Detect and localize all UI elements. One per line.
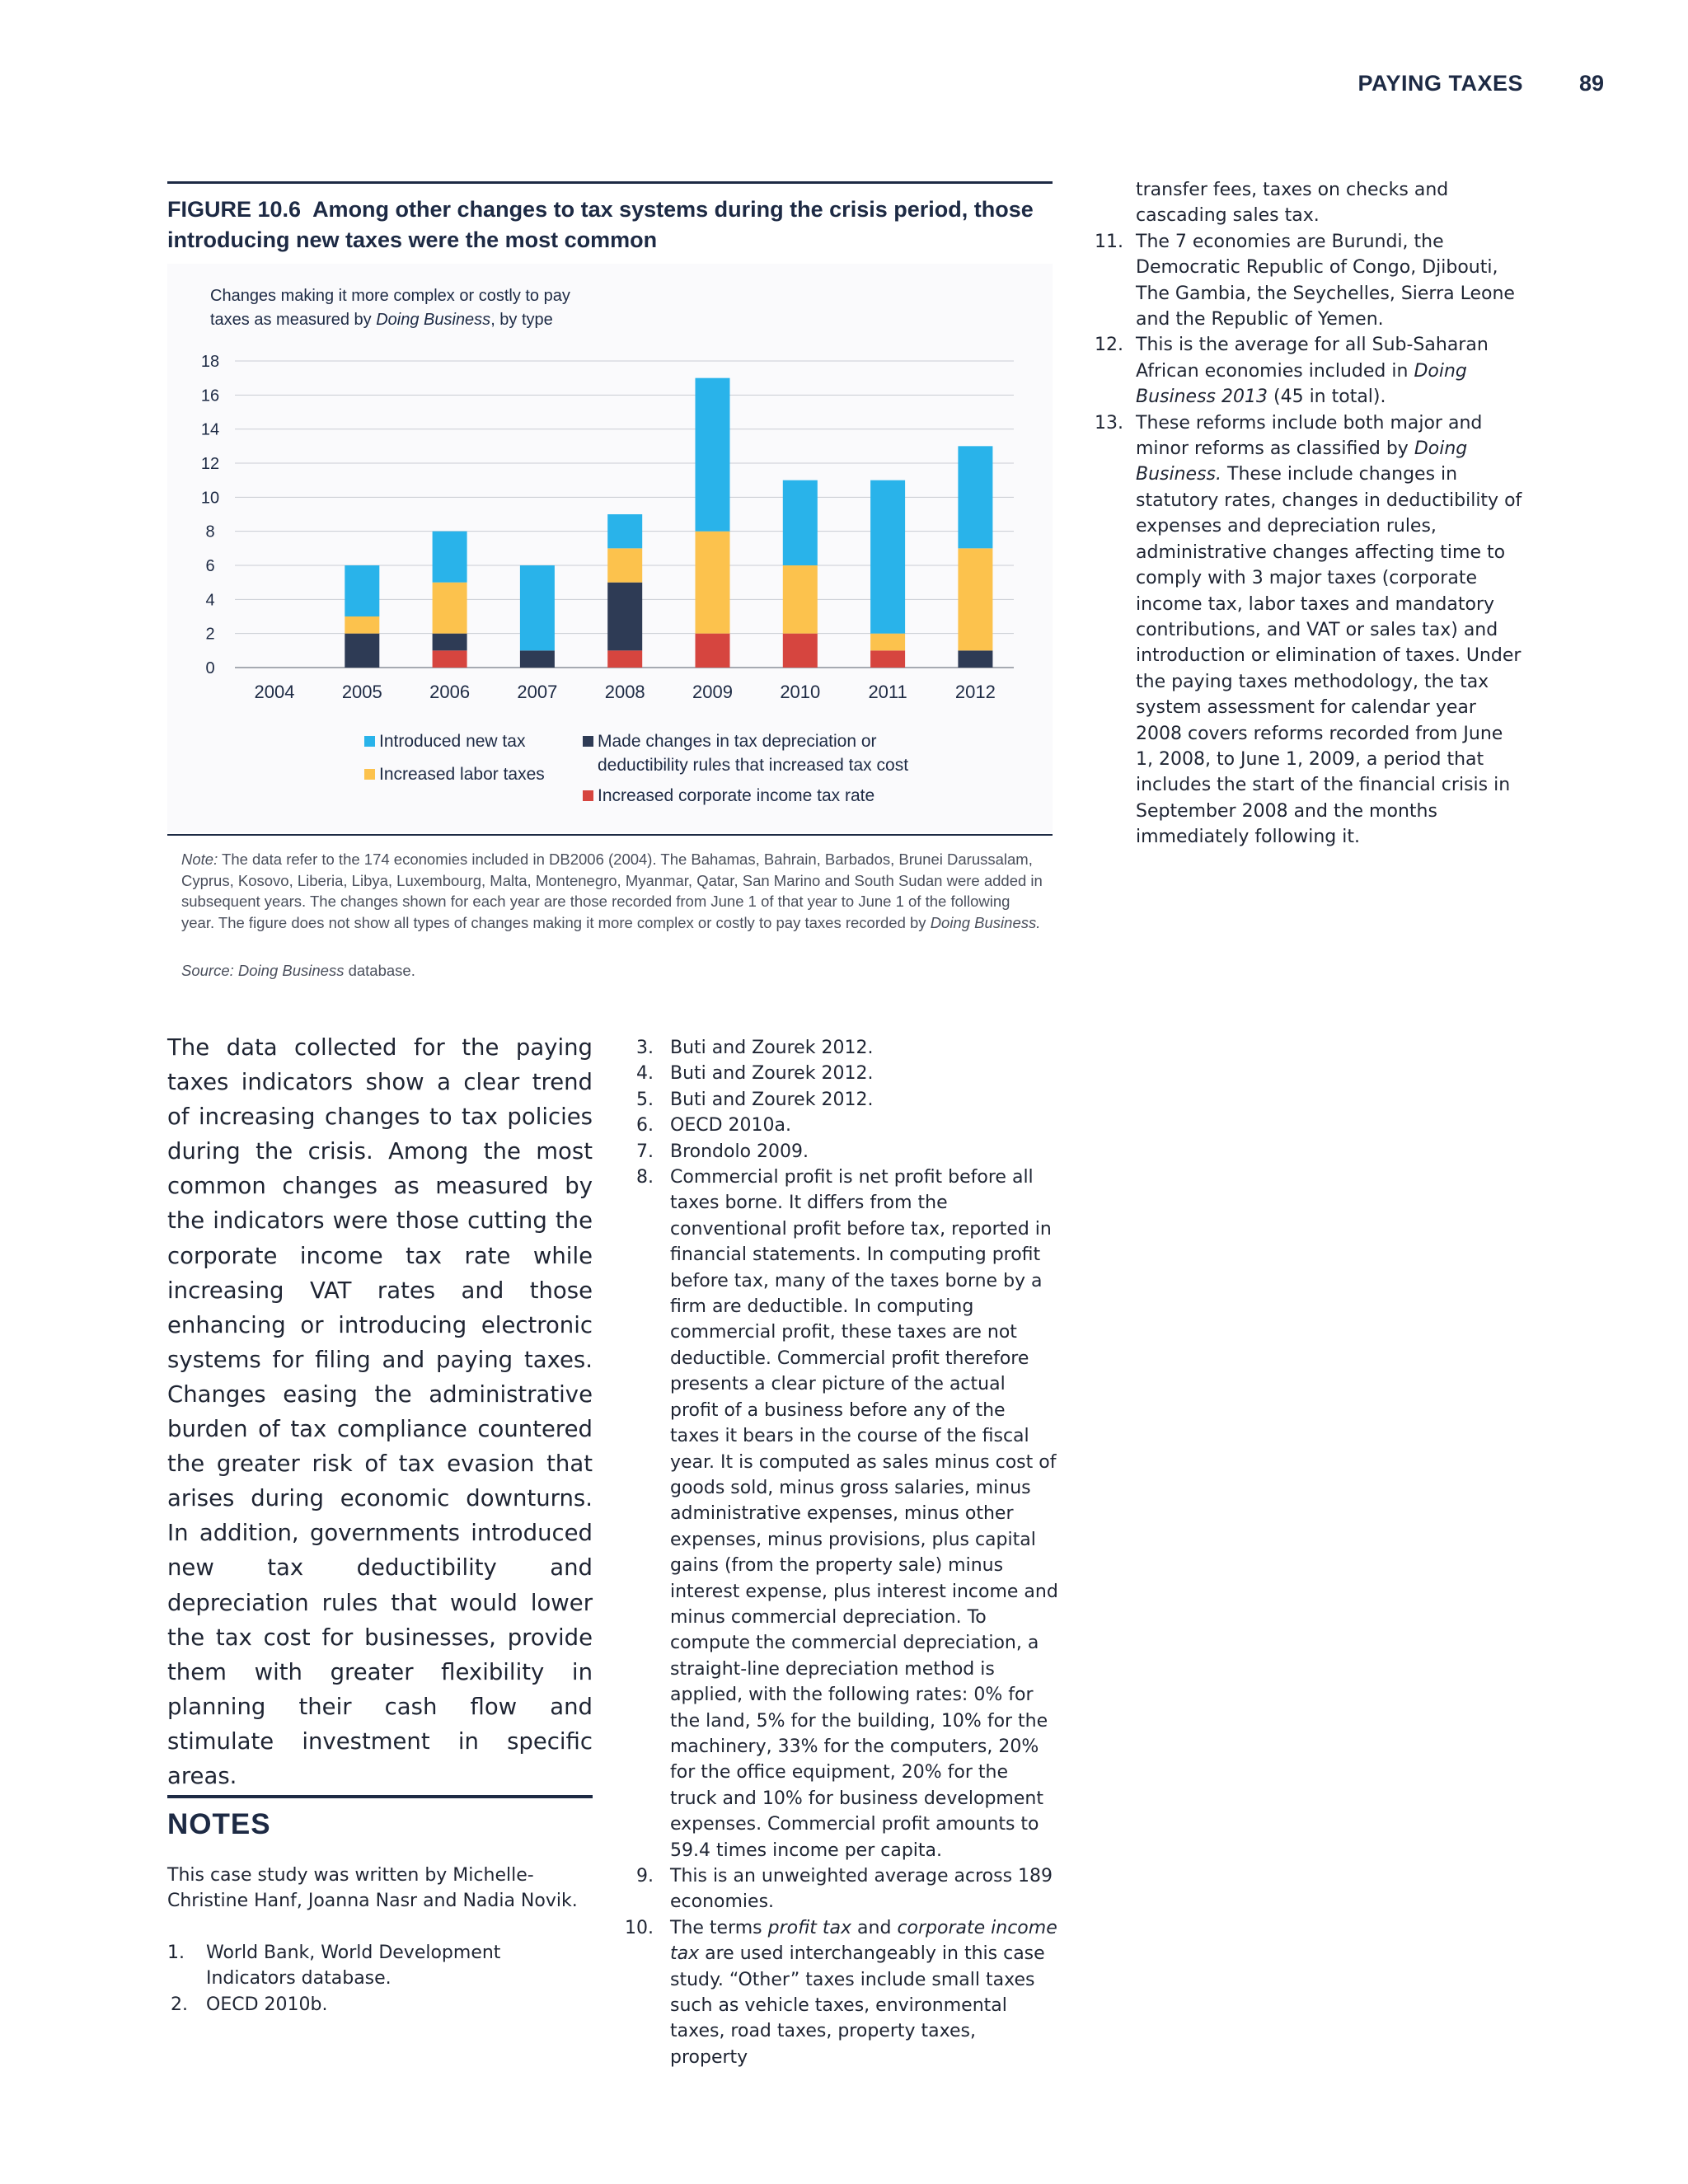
bar-segment-2007-3 — [520, 565, 555, 650]
note-text: This is an unweighted average across 189 economies. — [670, 1866, 1053, 1913]
y-tick-label: 10 — [200, 489, 220, 508]
bar-segment-2011-2 — [870, 634, 905, 651]
bar-segment-2005-2 — [345, 616, 379, 634]
x-tick-label: 2012 — [954, 682, 996, 702]
y-tick-label: 4 — [205, 591, 215, 610]
chart-subtitle-line2-em: Doing Business — [376, 311, 491, 329]
legend-label: Introduced new tax — [379, 732, 526, 751]
chart-bars — [345, 378, 992, 668]
y-tick-label: 12 — [200, 455, 220, 473]
note-text: These reforms include both major and minor reforms as classified by Doing Business. These include changes in statutory rates, changes in deductibility of expenses and depreciation rules, administrative changes affecting time to comply with 3 major taxes (corporate income tax, labor taxes and mandatory contributions, and VAT or sales tax) and introduction or elimination of taxes. Under the paying taxes methodology, the tax system assessment for calendar year 2008 covers reforms recorded from June 1, 2008, to June 1, 2009, a period that includes the start of the financial crisis in September 2008 and the months immediately following it. — [1136, 412, 1522, 848]
legend-corporate-income-tax — [583, 784, 874, 808]
figure-title-text: Among other changes to tax systems during the crisis period, those introducing new taxes were the most common — [167, 197, 1034, 252]
notes-list-column-3 — [1096, 177, 1525, 851]
note-label: Note: — [181, 851, 218, 868]
note-number: 4. — [636, 1063, 654, 1085]
bar-segment-2006-0 — [433, 650, 467, 668]
note-text: This is the average for all Sub-Saharan African economies included in Doing Business 2013 (45 in total). — [1136, 335, 1489, 408]
legend-label-line1: Made changes in tax depreciation or — [598, 732, 877, 751]
x-tick-label: 2008 — [604, 682, 645, 702]
legend-increased-labor-taxes — [364, 762, 545, 786]
note-text: The data refer to the 174 economies included in DB2006 (2004). The Bahamas, Bahrain, Barbados, Brunei Darussalam, Cyprus, Kosovo, Liberia, Libya, Luxembourg, Malta, Montenegro, Myanmar, Qatar, San Marino and South Sudan were added in subsequent years. The changes shown for each year are those recorded from June 1 of that year to June 1 of the following year. The figure does not show all types of changes making it more complex or costly to pay taxes recorded by — [181, 851, 1043, 931]
figure-number: FIGURE 10.6 — [167, 197, 302, 222]
chart-x-axis-labels — [255, 682, 996, 702]
note-em: Doing Business. — [930, 913, 1041, 931]
x-tick-label: 2010 — [780, 682, 821, 702]
bar-segment-2008-0 — [607, 650, 642, 668]
note-number: 10. — [625, 1917, 654, 1938]
bar-segment-2009-0 — [696, 634, 730, 668]
bar-segment-2012-3 — [958, 446, 992, 548]
chart-y-axis-labels — [201, 353, 219, 677]
note-item — [631, 1139, 1059, 1165]
legend-depreciation-rules — [583, 729, 908, 777]
note-item — [625, 1915, 1059, 2070]
x-tick-label: 2006 — [429, 682, 471, 702]
notes-intro: This case study was written by Michelle-Christine Hanf, Joanna Nasr and Nadia Novik. — [167, 1865, 578, 1911]
y-tick-label: 16 — [200, 387, 220, 405]
chart-subtitle — [210, 284, 705, 332]
bar-segment-2008-2 — [607, 548, 642, 582]
note-number: 11. — [1095, 231, 1123, 252]
bar-segment-2006-3 — [433, 532, 467, 583]
notes-rule — [167, 1795, 593, 1798]
bar-segment-2009-2 — [696, 532, 730, 634]
note-text: Commercial profit is net profit before all taxes borne. It differs from the conventional profit before tax, reported in financial statements. In computing profit before tax, many of the taxes borne by a firm are deductible. In computing commercial profit, these taxes are not deductible. Commercial profit therefore presents a clear picture of the actual profit of a business before any of the taxes it bears in the course of the fiscal year. It is computed as sales minus cost of goods sold, minus gross salaries, minus administrative expenses, minus other expenses, minus provisions, plus capital gains (from the property sale) minus interest expense, plus interest income and minus commercial depreciation. To compute the commercial depreciation, a straight-line depreciation method is applied, with the following rates: 0% for the land, 5% for the building, 10% for the machinery, 33% for the computers, 20% for the office equipment, 20% for the truck and 10% for business development expenses. Commercial profit amounts to 59.4 times income per capita. — [670, 1167, 1058, 1861]
bar-segment-2012-1 — [958, 650, 992, 668]
figure-bottom-rule — [167, 834, 1053, 836]
x-tick-label: 2005 — [341, 682, 382, 702]
running-header-title: PAYING TAXES — [1357, 71, 1523, 96]
bar-segment-2009-3 — [696, 378, 730, 532]
note-number: 9. — [636, 1866, 654, 1886]
note-text: The 7 economies are Burundi, the Democratic Republic of Congo, Djibouti, The Gambia, the Seychelles, Sierra Leone and the Republic of Yemen. — [1136, 231, 1515, 330]
note-item — [167, 1940, 596, 1992]
note-number: 1. — [167, 1943, 185, 1963]
legend-introduced-new-tax — [364, 729, 525, 753]
stacked-bar-chart — [190, 338, 1022, 717]
figure-note — [181, 849, 1047, 933]
note-item — [631, 1087, 1059, 1113]
source-label: Source: — [181, 962, 238, 979]
bar-segment-2007-1 — [520, 650, 555, 668]
figure-title — [167, 194, 1041, 255]
x-tick-label: 2011 — [868, 682, 907, 702]
note-item — [631, 1113, 1059, 1138]
note-item — [631, 1061, 1059, 1086]
legend-swatch-blue — [364, 736, 375, 747]
y-tick-label: 0 — [205, 659, 215, 677]
legend-label: Increased corporate income tax rate — [598, 786, 875, 805]
source-em: Doing Business — [237, 962, 345, 979]
legend-swatch-red — [583, 790, 593, 801]
bar-segment-2005-1 — [345, 634, 379, 668]
x-tick-label: 2009 — [692, 682, 733, 702]
note-text: OECD 2010b. — [206, 1994, 328, 2015]
note-item — [1096, 410, 1525, 851]
note-item — [1096, 229, 1525, 333]
note-number: 3. — [636, 1038, 654, 1058]
y-tick-label: 8 — [205, 523, 215, 541]
legend-swatch-yellow — [364, 769, 375, 780]
y-tick-label: 2 — [205, 625, 215, 644]
note-number: 13. — [1095, 412, 1123, 434]
note-number: 12. — [1095, 335, 1123, 356]
page-number: 89 — [1578, 71, 1604, 96]
bar-segment-2010-0 — [783, 634, 818, 668]
note-item — [167, 1992, 596, 2018]
note-item — [631, 1863, 1059, 1915]
bar-segment-2011-3 — [870, 480, 905, 634]
notes-list-column-1 — [167, 1940, 596, 2018]
x-tick-label: 2004 — [254, 682, 295, 702]
legend-label: Increased labor taxes — [379, 765, 545, 784]
note-text: Buti and Zourek 2012. — [670, 1038, 874, 1058]
legend-swatch-navy — [583, 736, 593, 747]
note-text: Brondolo 2009. — [670, 1141, 809, 1162]
chart-subtitle-line2-pre: taxes as measured by — [210, 311, 377, 329]
source-text: database. — [344, 962, 415, 979]
chart-subtitle-line2-post: , by type — [490, 311, 553, 329]
note-text: World Bank, World Development Indicators database. — [206, 1943, 501, 1990]
bar-segment-2006-1 — [433, 634, 467, 651]
legend-label-line2: deductibility rules that increased tax cost — [598, 756, 909, 775]
note-item — [631, 1165, 1059, 1863]
figure-top-rule — [167, 181, 1053, 184]
bar-segment-2011-0 — [870, 650, 905, 668]
bar-segment-2005-3 — [345, 565, 379, 616]
x-tick-label: 2007 — [517, 682, 558, 702]
note-text: transfer fees, taxes on checks and cascading sales tax. — [1136, 180, 1449, 227]
note-text: Buti and Zourek 2012. — [670, 1089, 874, 1110]
bar-segment-2008-1 — [607, 583, 642, 651]
bar-segment-2010-2 — [783, 565, 818, 634]
notes-list-column-2 — [625, 1035, 1059, 2070]
note-text: OECD 2010a. — [670, 1115, 791, 1137]
note-text: The terms profit tax and corporate income tax are used interchangeably in this case study. “Other” taxes include small taxes such as vehicle taxes, environmental taxes, road taxes, property taxes, property — [670, 1917, 1057, 2068]
note-number: 7. — [636, 1141, 654, 1162]
y-tick-label: 14 — [200, 420, 220, 439]
figure-source — [181, 960, 1047, 981]
body-paragraph: The data collected for the paying taxes indicators show a clear trend of increasing changes to tax policies during the crisis. Among the most common changes as measured by the indicators were those cutting the corporate income tax rate while increasing VAT rates and those enhancing or introducing electronic systems for filing and paying taxes. Changes easing the administrative burden of tax compliance countered the greater risk of tax evasion that arises during economic downturns. In addition, governments introduced new tax deductibility and depreciation rules that would lower the tax cost for businesses, provide them with greater flexibility in planning their cash flow and stimulate investment in specific areas. — [167, 1034, 593, 1789]
note-number: 5. — [636, 1089, 654, 1110]
bar-segment-2010-3 — [783, 480, 818, 565]
note-number: 6. — [636, 1115, 654, 1137]
notes-heading: NOTES — [167, 1808, 271, 1840]
note-number: 2. — [171, 1994, 188, 2015]
note-item — [1096, 332, 1525, 410]
note-item-continued — [1096, 177, 1525, 229]
note-text: Buti and Zourek 2012. — [670, 1063, 874, 1085]
note-number: 8. — [636, 1167, 654, 1188]
note-item — [631, 1035, 1059, 1061]
y-tick-label: 18 — [200, 353, 220, 371]
bar-segment-2012-2 — [958, 548, 992, 650]
bar-segment-2006-2 — [433, 583, 467, 634]
y-tick-label: 6 — [205, 557, 215, 575]
chart-subtitle-line1: Changes making it more complex or costly to pay — [210, 287, 570, 305]
bar-segment-2008-3 — [607, 514, 642, 548]
